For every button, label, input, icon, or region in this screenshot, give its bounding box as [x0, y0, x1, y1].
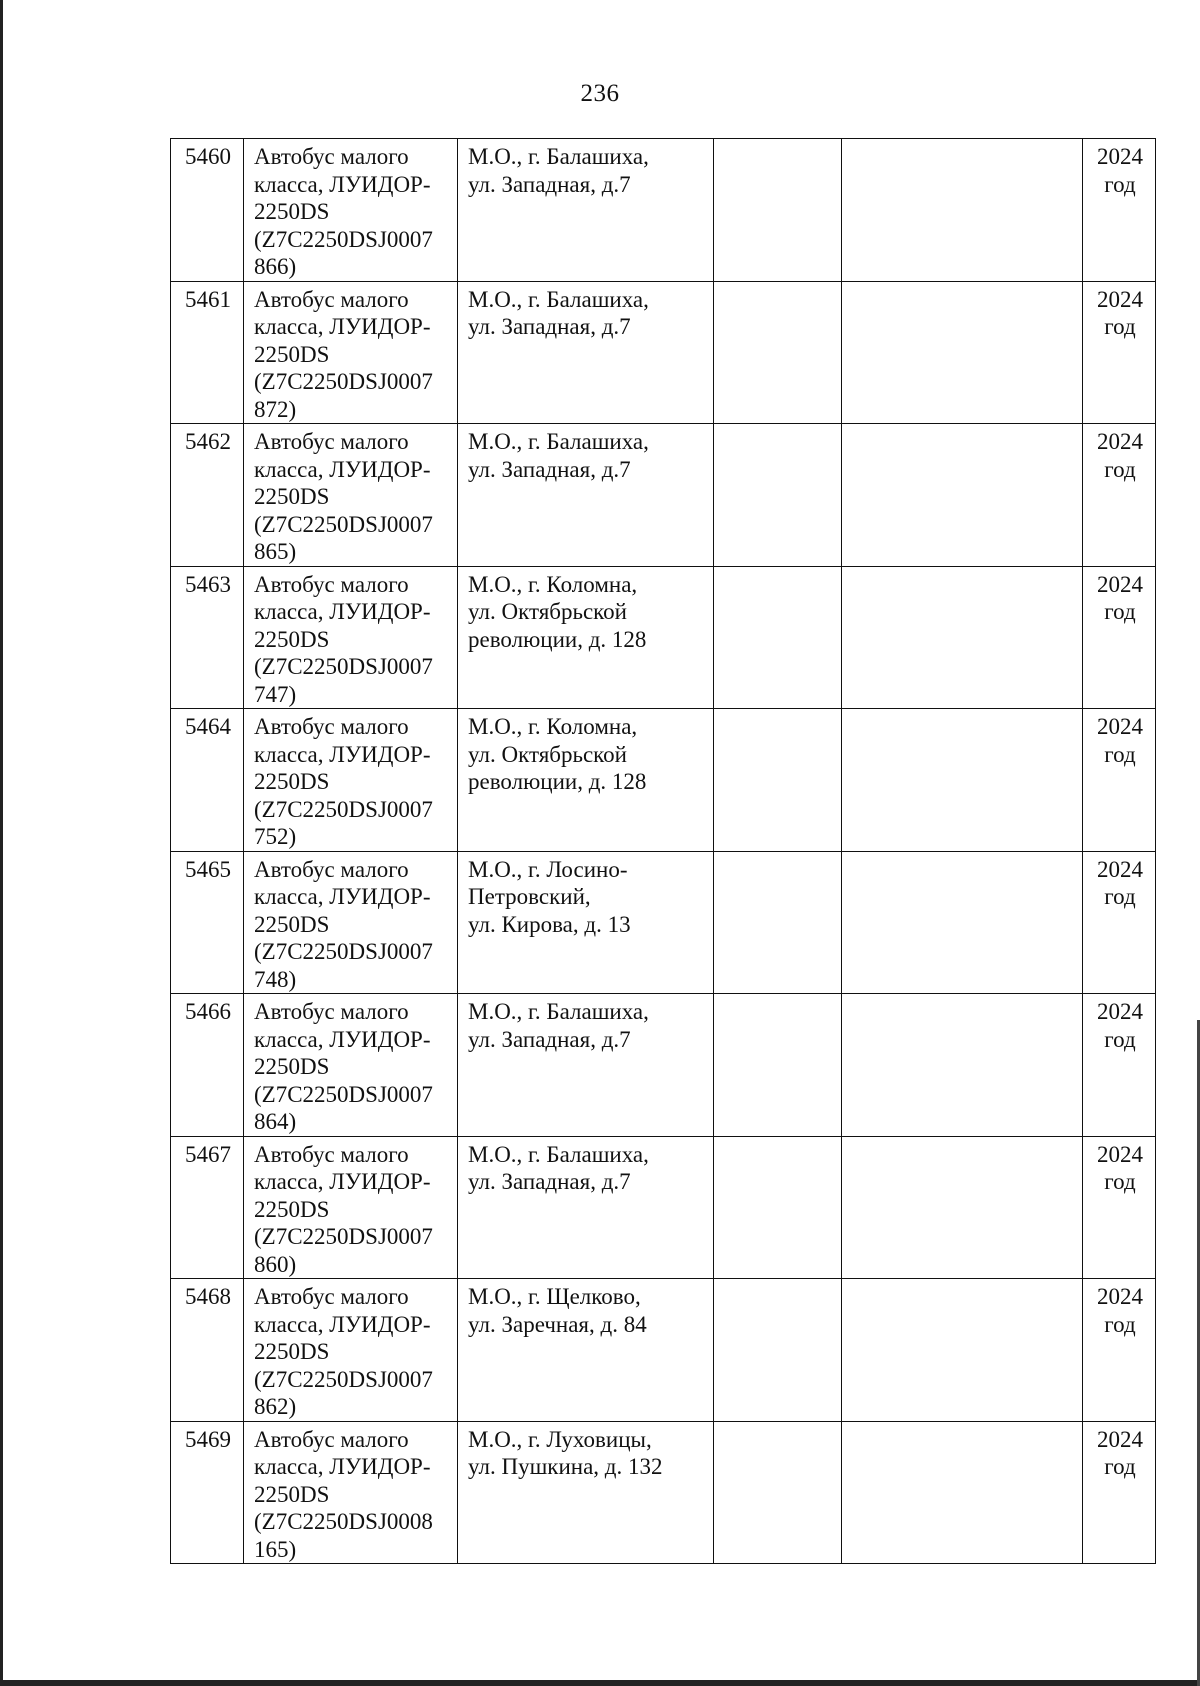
year-cell: [1083, 851, 1156, 994]
year-cell: [1083, 424, 1156, 567]
address-cell: [458, 424, 714, 567]
address-line: ул. Октябрьской: [468, 741, 627, 767]
vehicle-description-line: (Z7C2250DSJ0007: [254, 654, 433, 679]
address-line: М.О., г. Балашиха,: [468, 286, 649, 312]
scan-edge-left: [0, 0, 3, 1686]
address-cell: [458, 566, 714, 709]
vehicle-description-line: (Z7C2250DSJ0007: [254, 1224, 433, 1249]
address-cell: [458, 1421, 714, 1564]
year-cell: [1083, 281, 1156, 424]
registry-table-body: [171, 139, 1156, 1564]
vehicle-description-cell: [244, 994, 458, 1137]
address-cell: [458, 281, 714, 424]
year-line: год: [1104, 1311, 1136, 1337]
year-line: 2024: [1097, 144, 1143, 169]
vehicle-description-line: класса, ЛУИДОР-: [254, 1169, 431, 1194]
year-line: год: [1104, 1026, 1136, 1052]
address-line: ул. Октябрьской: [468, 599, 627, 624]
vehicle-description-line: Автобус малого: [254, 1141, 409, 1167]
address-cell: [458, 1279, 714, 1422]
empty-cell: [842, 709, 1083, 852]
year-line: год: [1104, 884, 1136, 909]
empty-cell: [842, 851, 1083, 994]
vehicle-description-line: 872): [254, 396, 297, 422]
empty-cell: [842, 281, 1083, 424]
vehicle-description-line: 866): [254, 254, 297, 279]
scan-edge-bottom: [0, 1680, 1200, 1686]
empty-cell: [714, 1421, 842, 1564]
year-cell: [1083, 566, 1156, 709]
address-line: революции, д. 128: [468, 769, 647, 794]
year-cell: [1083, 709, 1156, 852]
row-number-cell: 5469: [171, 1421, 244, 1564]
address-line: ул. Кирова, д. 13: [468, 911, 631, 937]
vehicle-description-line: 862): [254, 1394, 297, 1419]
vehicle-description-line: Автобус малого: [254, 571, 409, 597]
empty-cell: [714, 424, 842, 567]
table-row: [171, 1279, 1156, 1422]
vehicle-description-line: 2250DS: [254, 341, 330, 367]
empty-cell: [714, 1136, 842, 1279]
vehicle-description-line: Автобус малого: [254, 856, 409, 882]
empty-cell: [842, 139, 1083, 282]
empty-cell: [842, 1279, 1083, 1422]
vehicle-description-line: класса, ЛУИДОР-: [254, 314, 431, 339]
year-line: 2024: [1097, 714, 1143, 739]
empty-cell: [842, 1421, 1083, 1564]
year-line: 2024: [1097, 1284, 1143, 1309]
row-number-cell: 5466: [171, 994, 244, 1137]
vehicle-registry-table: [170, 138, 1156, 1564]
address-line: М.О., г. Балашиха,: [468, 429, 649, 454]
vehicle-description-line: (Z7C2250DSJ0007: [254, 511, 433, 537]
address-cell: [458, 994, 714, 1137]
address-line: ул. Заречная, д. 84: [468, 1311, 647, 1337]
empty-cell: [842, 424, 1083, 567]
year-line: 2024: [1097, 571, 1143, 597]
vehicle-description-line: Автобус малого: [254, 1426, 409, 1452]
row-number-cell: 5468: [171, 1279, 244, 1422]
vehicle-description-line: 747): [254, 681, 297, 707]
vehicle-description-cell: [244, 424, 458, 567]
vehicle-description-line: класса, ЛУИДОР-: [254, 1454, 431, 1479]
vehicle-description-line: 2250DS: [254, 199, 330, 224]
year-line: 2024: [1097, 999, 1143, 1024]
table-row: [171, 1421, 1156, 1564]
address-line: М.О., г. Щелково,: [468, 1284, 641, 1309]
vehicle-description-line: (Z7C2250DSJ0007: [254, 1366, 433, 1392]
vehicle-description-line: (Z7C2250DSJ0008: [254, 1509, 433, 1534]
year-cell: [1083, 1279, 1156, 1422]
table-row: [171, 424, 1156, 567]
table-row: [171, 139, 1156, 282]
vehicle-description-line: 2250DS: [254, 626, 330, 652]
empty-cell: [714, 281, 842, 424]
address-cell: [458, 709, 714, 852]
vehicle-description-line: Автобус малого: [254, 286, 409, 312]
year-cell: [1083, 994, 1156, 1137]
address-line: Петровский,: [468, 884, 591, 909]
address-line: ул. Западная, д.7: [468, 1026, 631, 1052]
year-line: год: [1104, 456, 1136, 482]
row-number-cell: 5463: [171, 566, 244, 709]
vehicle-description-line: класса, ЛУИДОР-: [254, 1311, 431, 1337]
vehicle-description-line: 2250DS: [254, 1196, 330, 1222]
vehicle-description-line: Автобус малого: [254, 714, 409, 739]
year-line: год: [1104, 1454, 1136, 1479]
address-cell: [458, 1136, 714, 1279]
address-cell: [458, 139, 714, 282]
vehicle-description-line: 2250DS: [254, 911, 330, 937]
address-line: М.О., г. Балашиха,: [468, 1141, 649, 1167]
year-line: 2024: [1097, 429, 1143, 454]
address-line: революции, д. 128: [468, 626, 647, 652]
vehicle-description-line: 860): [254, 1251, 297, 1277]
address-line: ул. Западная, д.7: [468, 456, 631, 482]
vehicle-description-line: 865): [254, 539, 297, 564]
vehicle-description-cell: [244, 709, 458, 852]
address-line: М.О., г. Коломна,: [468, 571, 638, 597]
row-number-cell: 5467: [171, 1136, 244, 1279]
empty-cell: [714, 139, 842, 282]
empty-cell: [842, 566, 1083, 709]
vehicle-description-line: класса, ЛУИДОР-: [254, 171, 431, 197]
vehicle-description-line: класса, ЛУИДОР-: [254, 884, 431, 909]
empty-cell: [714, 709, 842, 852]
table-row: [171, 994, 1156, 1137]
year-line: год: [1104, 1169, 1136, 1194]
table-row: [171, 1136, 1156, 1279]
address-line: М.О., г. Балашиха,: [468, 144, 649, 169]
address-line: ул. Западная, д.7: [468, 1169, 631, 1194]
year-line: год: [1104, 599, 1136, 624]
address-line: М.О., г. Лосино-: [468, 856, 628, 882]
year-line: 2024: [1097, 856, 1143, 882]
vehicle-description-line: 2250DS: [254, 484, 330, 509]
vehicle-description-line: класса, ЛУИДОР-: [254, 741, 431, 767]
vehicle-description-cell: [244, 139, 458, 282]
row-number-cell: 5465: [171, 851, 244, 994]
vehicle-description-cell: [244, 1136, 458, 1279]
year-line: 2024: [1097, 1141, 1143, 1167]
address-line: М.О., г. Луховицы,: [468, 1426, 652, 1452]
address-line: ул. Западная, д.7: [468, 171, 631, 197]
row-number-cell: 5462: [171, 424, 244, 567]
table-row: [171, 281, 1156, 424]
year-line: год: [1104, 171, 1136, 197]
vehicle-description-line: 2250DS: [254, 1054, 330, 1079]
empty-cell: [842, 994, 1083, 1137]
table-row: [171, 851, 1156, 994]
vehicle-description-line: 2250DS: [254, 1339, 330, 1364]
year-line: год: [1104, 314, 1136, 339]
address-line: ул. Пушкина, д. 132: [468, 1454, 663, 1479]
empty-cell: [714, 994, 842, 1137]
vehicle-description-cell: [244, 851, 458, 994]
vehicle-description-line: 165): [254, 1536, 297, 1562]
vehicle-description-line: класса, ЛУИДОР-: [254, 1026, 431, 1052]
empty-cell: [714, 1279, 842, 1422]
vehicle-description-line: Автобус малого: [254, 429, 409, 454]
year-line: год: [1104, 741, 1136, 767]
empty-cell: [842, 1136, 1083, 1279]
address-line: М.О., г. Балашиха,: [468, 999, 649, 1024]
vehicle-description-line: класса, ЛУИДОР-: [254, 599, 431, 624]
vehicle-description-line: (Z7C2250DSJ0007: [254, 796, 433, 822]
address-cell: [458, 851, 714, 994]
vehicle-description-line: класса, ЛУИДОР-: [254, 456, 431, 482]
table-row: [171, 709, 1156, 852]
empty-cell: [714, 851, 842, 994]
row-number-cell: 5460: [171, 139, 244, 282]
vehicle-description-line: (Z7C2250DSJ0007: [254, 939, 433, 964]
empty-cell: [714, 566, 842, 709]
vehicle-description-cell: [244, 1421, 458, 1564]
vehicle-description-line: 748): [254, 966, 297, 992]
vehicle-description-cell: [244, 281, 458, 424]
vehicle-description-line: Автобус малого: [254, 999, 409, 1024]
vehicle-description-line: Автобус малого: [254, 144, 409, 169]
vehicle-description-line: 752): [254, 824, 297, 849]
address-line: ул. Западная, д.7: [468, 314, 631, 339]
vehicle-description-line: 2250DS: [254, 1481, 330, 1507]
year-cell: [1083, 1421, 1156, 1564]
table-row: [171, 566, 1156, 709]
vehicle-description-line: 864): [254, 1109, 297, 1134]
vehicle-description-line: (Z7C2250DSJ0007: [254, 369, 433, 394]
row-number-cell: 5464: [171, 709, 244, 852]
year-line: 2024: [1097, 286, 1143, 312]
vehicle-description-line: (Z7C2250DSJ0007: [254, 1081, 433, 1107]
vehicle-description-cell: [244, 566, 458, 709]
address-line: М.О., г. Коломна,: [468, 714, 638, 739]
vehicle-description-line: 2250DS: [254, 769, 330, 794]
vehicle-description-cell: [244, 1279, 458, 1422]
vehicle-description-line: (Z7C2250DSJ0007: [254, 226, 433, 252]
vehicle-description-line: Автобус малого: [254, 1284, 409, 1309]
year-cell: [1083, 1136, 1156, 1279]
year-cell: [1083, 139, 1156, 282]
row-number-cell: 5461: [171, 281, 244, 424]
year-line: 2024: [1097, 1426, 1143, 1452]
page-number: 236: [580, 80, 620, 107]
